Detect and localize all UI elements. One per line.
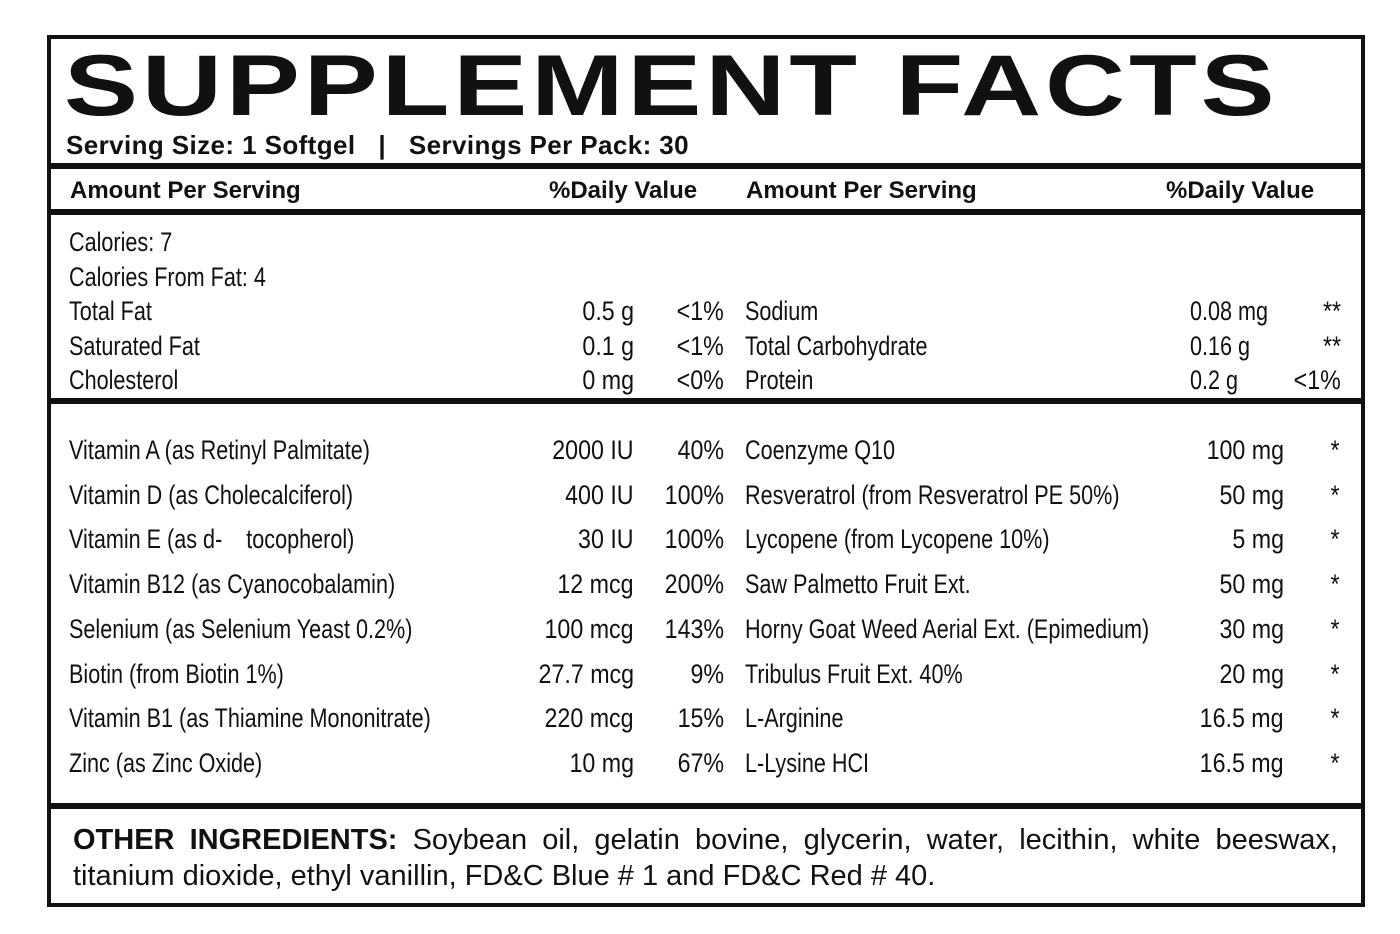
nutrient-name: Sodium bbox=[745, 296, 819, 326]
ingredient-daily-value: 40% bbox=[677, 435, 724, 465]
divider bbox=[47, 163, 1365, 169]
ingredient-daily-value: * bbox=[1330, 569, 1340, 600]
other-ingredients bbox=[73, 822, 1338, 894]
ingredient-name: Horny Goat Weed Aerial Ext. (Epimedium) bbox=[745, 613, 1150, 644]
nutrient-daily-value: ** bbox=[1322, 330, 1341, 361]
ingredient-name: Vitamin E (as d- tocopherol) bbox=[69, 524, 355, 555]
ingredient-name: Tribulus Fruit Ext. 40% bbox=[745, 658, 963, 689]
ingredient-daily-value: * bbox=[1330, 479, 1340, 510]
ingredient-name: Vitamin A (as Retinyl Palmitate) bbox=[69, 435, 370, 465]
other-ingredients-label: OTHER INGREDIENTS: bbox=[73, 824, 398, 856]
nutrient-name: Total Carbohydrate bbox=[745, 330, 928, 361]
ingredient-daily-value: * bbox=[1330, 524, 1340, 555]
ingredient-name: L-Arginine bbox=[745, 703, 844, 734]
other-ingredients-text: Soybean oil, gelatin bovine, glycerin, water, lecithin, white beeswax, titanium dioxide, ethyl vanillin, FD&C Blue # 1 and FD&C Red # 40. bbox=[73, 824, 1338, 892]
ingredient-name: Zinc (as Zinc Oxide) bbox=[69, 747, 263, 778]
header-dv-left: %Daily Value bbox=[549, 177, 698, 204]
ingredient-name: Coenzyme Q10 bbox=[745, 435, 896, 465]
nutrient-name: Saturated Fat bbox=[69, 330, 200, 361]
ingredient-daily-value: * bbox=[1330, 703, 1340, 734]
ingredient-name: Vitamin B1 (as Thiamine Mononitrate) bbox=[69, 703, 431, 734]
panel-title: SUPPLEMENT FACTS bbox=[64, 38, 1279, 134]
nutrient-amount: 0 mg bbox=[582, 365, 634, 395]
ingredient-amount: 220 mcg bbox=[544, 703, 634, 734]
ingredient-daily-value: 15% bbox=[677, 703, 724, 734]
header-amount-left: Amount Per Serving bbox=[70, 177, 301, 204]
ingredient-daily-value: * bbox=[1330, 613, 1340, 644]
divider bbox=[47, 803, 1365, 809]
nutrient-amount: 0.1 g bbox=[582, 330, 634, 361]
ingredient-daily-value: 100% bbox=[664, 479, 724, 510]
serving-info: Serving Size: 1 Softgel | Servings Per Pack: 30 bbox=[66, 130, 690, 160]
nutrient-amount: 0.2 g bbox=[1190, 365, 1239, 395]
ingredient-name: L-Lysine HCI bbox=[745, 747, 870, 778]
ingredient-name: Selenium (as Selenium Yeast 0.2%) bbox=[69, 613, 413, 644]
ingredient-daily-value: * bbox=[1330, 658, 1340, 689]
nutrient-daily-value: <0% bbox=[676, 365, 724, 395]
header-dv-right: %Daily Value bbox=[1166, 177, 1315, 204]
ingredient-amount: 400 IU bbox=[565, 479, 634, 510]
nutrient-daily-value: ** bbox=[1322, 296, 1341, 326]
ingredient-amount: 16.5 mg bbox=[1200, 747, 1284, 778]
calories-line: Calories: 7 bbox=[69, 227, 173, 257]
nutrient-amount: 0.08 mg bbox=[1190, 296, 1269, 326]
ingredient-amount: 30 mg bbox=[1219, 613, 1284, 644]
ingredient-amount: 50 mg bbox=[1219, 569, 1284, 600]
ingredient-amount: 10 mg bbox=[569, 747, 634, 778]
ingredient-name: Vitamin B12 (as Cyanocobalamin) bbox=[69, 569, 396, 600]
ingredient-amount: 27.7 mcg bbox=[538, 658, 634, 689]
ingredient-name: Vitamin D (as Cholecalciferol) bbox=[69, 479, 354, 510]
ingredient-daily-value: 100% bbox=[664, 524, 724, 555]
ingredient-name: Saw Palmetto Fruit Ext. bbox=[745, 569, 971, 600]
ingredient-daily-value: 67% bbox=[677, 747, 724, 778]
nutrient-name: Protein bbox=[745, 365, 814, 395]
nutrient-daily-value: <1% bbox=[676, 330, 724, 361]
ingredient-amount: 20 mg bbox=[1219, 658, 1284, 689]
ingredient-amount: 100 mg bbox=[1206, 435, 1284, 465]
divider bbox=[47, 398, 1365, 404]
divider bbox=[47, 209, 1365, 215]
nutrient-daily-value: <1% bbox=[676, 296, 724, 326]
ingredient-amount: 30 IU bbox=[578, 524, 634, 555]
ingredient-name: Biotin (from Biotin 1%) bbox=[69, 658, 284, 689]
ingredient-name: Lycopene (from Lycopene 10%) bbox=[745, 524, 1050, 555]
ingredient-name: Resveratrol (from Resveratrol PE 50%) bbox=[745, 479, 1120, 510]
ingredient-amount: 16.5 mg bbox=[1200, 703, 1284, 734]
ingredient-daily-value: 200% bbox=[664, 569, 724, 600]
nutrient-name: Cholesterol bbox=[69, 365, 179, 395]
nutrient-name: Total Fat bbox=[69, 296, 152, 326]
ingredient-amount: 100 mcg bbox=[544, 613, 634, 644]
ingredient-daily-value: * bbox=[1330, 435, 1340, 465]
ingredient-amount: 50 mg bbox=[1219, 479, 1284, 510]
ingredient-daily-value: * bbox=[1330, 747, 1340, 778]
nutrient-daily-value: <1% bbox=[1293, 365, 1341, 395]
ingredient-amount: 5 mg bbox=[1232, 524, 1284, 555]
nutrient-amount: 0.16 g bbox=[1190, 330, 1251, 361]
ingredient-amount: 12 mcg bbox=[557, 569, 634, 600]
ingredient-daily-value: 9% bbox=[690, 658, 724, 689]
nutrient-amount: 0.5 g bbox=[582, 296, 634, 326]
ingredient-amount: 2000 IU bbox=[552, 435, 634, 465]
ingredient-daily-value: 143% bbox=[664, 613, 724, 644]
calories-line: Calories From Fat: 4 bbox=[69, 261, 266, 292]
header-amount-right: Amount Per Serving bbox=[746, 177, 977, 204]
